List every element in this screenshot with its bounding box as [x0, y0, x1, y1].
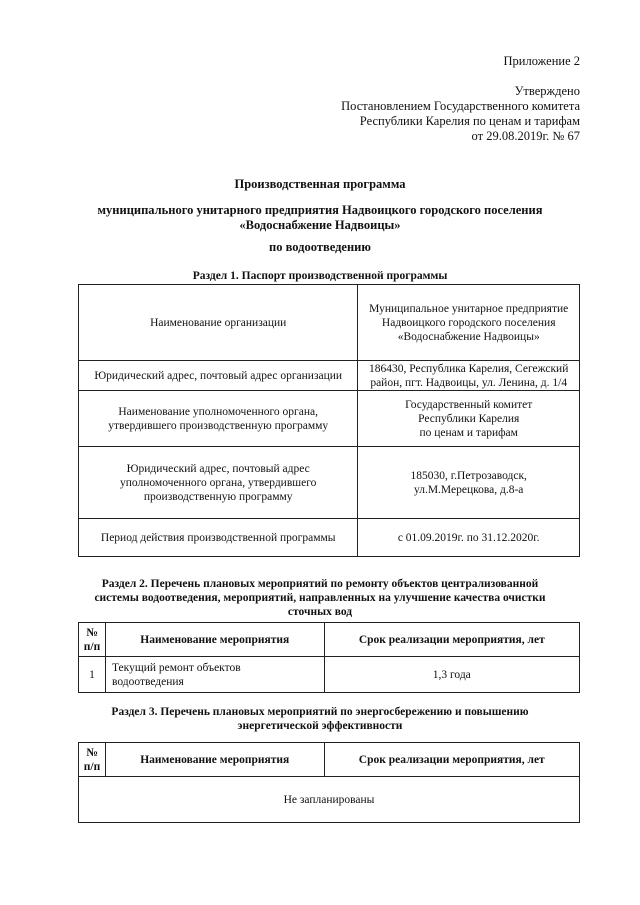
- table-row: [79, 519, 580, 557]
- table-header-row: [79, 743, 580, 777]
- passport-value: с 01.09.2019г. по 31.12.2020г.: [358, 519, 580, 557]
- program-subtitle-kind: по водоотведению: [269, 240, 371, 254]
- value-line: Республики Карелия: [418, 412, 520, 425]
- value-line: по ценам и тарифам: [419, 426, 518, 439]
- label-line: Юридический адрес, почтовый адрес: [126, 462, 310, 475]
- col-number-header: [79, 623, 106, 657]
- name-line: водоотведения: [111, 675, 184, 688]
- passport-label: Юридический адрес, почтовый адрес организации: [79, 361, 358, 391]
- label-line: уполномоченного органа, утвердившего: [120, 476, 317, 489]
- name-line: Текущий ремонт объектов: [111, 661, 241, 674]
- header-line: п/п: [83, 640, 101, 653]
- col-number-header: [79, 743, 106, 777]
- heading-line: сточных вод: [287, 606, 353, 618]
- passport-label: [79, 391, 358, 447]
- passport-label: Наименование организации: [79, 285, 358, 361]
- passport-value: [358, 285, 580, 361]
- appendix-label: Приложение 2: [503, 54, 580, 68]
- passport-value: [358, 361, 580, 391]
- col-term-header: Срок реализации мероприятия, лет: [324, 623, 579, 657]
- value-line: Муниципальное унитарное предприятие: [369, 302, 569, 315]
- label-line: утвердившего производственную программу: [108, 419, 329, 432]
- heading-line: Раздел 2. Перечень плановых мероприятий по ремонту объектов централизованной: [101, 578, 539, 590]
- col-term-header: Срок реализации мероприятия, лет: [324, 743, 579, 777]
- header-line: №: [86, 626, 98, 639]
- label-line: производственную программу: [143, 490, 293, 503]
- value-line: ул.М.Мерецкова, д.8-а: [413, 483, 524, 496]
- table-row: [79, 285, 580, 361]
- table-row: [79, 777, 580, 823]
- section3-heading: [60, 705, 580, 733]
- program-subtitle-name: «Водоснабжение Надвоицы»: [239, 218, 401, 232]
- value-line: Надвоицкого городского поселения: [381, 316, 556, 329]
- section1-heading: Раздел 1. Паспорт производственной программы: [192, 270, 448, 282]
- approved-label: Утверждено: [514, 84, 580, 98]
- passport-table: [78, 284, 580, 557]
- passport-label: [79, 447, 358, 519]
- label-line: Наименование уполномоченного органа,: [118, 405, 319, 418]
- measure-term: 1,3 года: [324, 657, 579, 693]
- approved-by-line: Постановлением Государственного комитета: [341, 99, 580, 113]
- heading-line: энергетической эффективности: [237, 720, 403, 732]
- heading-line: Раздел 3. Перечень плановых мероприятий по энергосбережению и повышению: [111, 706, 529, 718]
- measure-name: [105, 657, 324, 693]
- value-line: 185030, г.Петрозаводск,: [410, 469, 527, 482]
- table-row: [79, 361, 580, 391]
- row-number: 1: [79, 657, 106, 693]
- table-row: [79, 657, 580, 693]
- approval-date-line: от 29.08.2019г. № 67: [471, 129, 580, 143]
- section2-heading: [60, 577, 580, 619]
- header-line: №: [86, 746, 98, 759]
- empty-state-text: Не запланированы: [79, 777, 580, 823]
- heading-line: системы водоотведения, мероприятий, направленных на улучшение качества очистки: [94, 592, 546, 604]
- col-name-header: Наименование мероприятия: [105, 743, 324, 777]
- program-subtitle-org: муниципального унитарного предприятия Надвоицкого городского поселения: [97, 203, 543, 217]
- table-header-row: [79, 623, 580, 657]
- passport-value: [358, 447, 580, 519]
- program-title: Производственная программа: [234, 177, 406, 191]
- approved-org-line: Республики Карелия по ценам и тарифам: [359, 114, 580, 128]
- value-line: район, пгт. Надвоицы, ул. Ленина, д. 1/4: [370, 376, 568, 389]
- passport-label: Период действия производственной программы: [79, 519, 358, 557]
- energy-measures-table: [78, 742, 580, 823]
- value-line: «Водоснабжение Надвоицы»: [397, 330, 540, 343]
- table-row: [79, 447, 580, 519]
- repair-measures-table: [78, 622, 580, 693]
- table-row: [79, 391, 580, 447]
- value-line: 186430, Республика Карелия, Сегежский: [369, 362, 569, 375]
- col-name-header: Наименование мероприятия: [105, 623, 324, 657]
- value-line: Государственный комитет: [405, 398, 533, 411]
- passport-value: [358, 391, 580, 447]
- header-line: п/п: [83, 760, 101, 773]
